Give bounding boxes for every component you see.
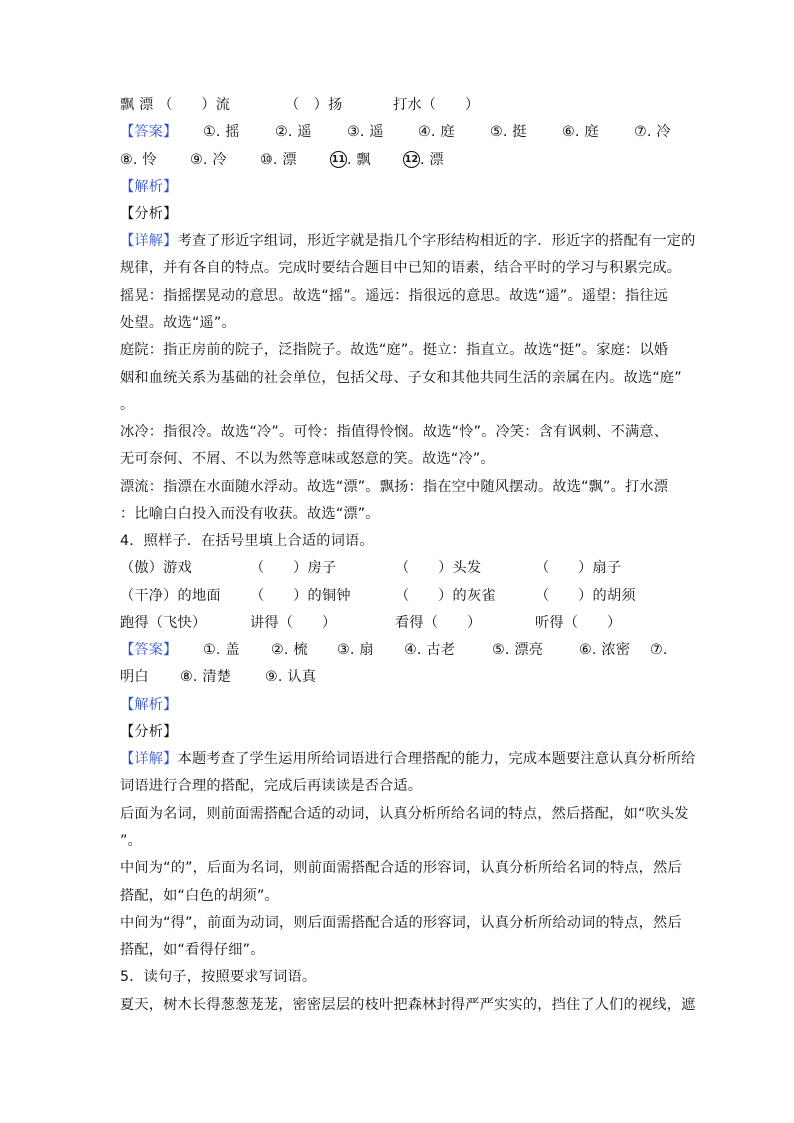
detail-line: 规律，并有各自的特点。完成时要结合题目中已知的语素，结合平时的学习与积累完成。: [120, 260, 682, 276]
circled-number: 11: [330, 151, 347, 168]
q4-answers-row-2: [120, 667, 317, 687]
detail-line: 中间为“得”，前面为动词，则后面需搭配合适的形容词，认真分析所给动词的特点，然后: [120, 915, 682, 931]
answer-item: ④. 古老: [404, 642, 456, 658]
answer-item: ④. 庭: [418, 124, 455, 140]
detail-line: 庭院：指正房前的院子，泛指院子。故选“庭”。挺立：指直立。故选“挺”。家庭：以婚: [120, 342, 669, 358]
q4-item: 跑得（飞快）: [120, 615, 207, 631]
answer-item: ⑧. 清楚: [180, 669, 232, 685]
q4-answers-row: [120, 640, 668, 660]
detail-line: 【详解】本题考查了学生运用所给词语进行合理搭配的能力，完成本题要注意认真分析所给: [120, 751, 696, 767]
answer-tag: 【答案】: [120, 124, 178, 140]
answer-item: 11 . 飘: [331, 152, 371, 168]
detail-line: ”。: [120, 833, 142, 849]
q4-item: （傲）游戏: [120, 560, 192, 576]
detail-line: 漂流：指漂在水面随水浮动。故选“漂”。飘扬：指在空中随风摆动。故选“飘”。打水漂: [120, 479, 669, 495]
answer-item: ③. 扇: [337, 642, 374, 658]
detail-line: 处望。故选“遥”。: [120, 315, 236, 331]
q4-item: （ ）的灰雀: [395, 588, 496, 604]
q4-item: （ ）房子: [250, 560, 337, 576]
answer-item: ⑨. 认真: [265, 669, 317, 685]
q4-title: 4．照样子．在括号里填上合适的词语。: [120, 533, 374, 549]
q3-fill-row: [120, 95, 480, 115]
detail-tag: 【详解】: [120, 233, 178, 249]
q3-answers-row-2: [120, 150, 444, 170]
answer-item: ⑦.: [650, 642, 668, 658]
answer-item: 12 . 漂: [404, 152, 444, 168]
detail-line: 后面为名词，则前面需搭配合适的动词，认真分析所给名词的特点，然后搭配，如“吹头发: [120, 806, 689, 822]
q3-fill-item: 飘 漂 （ ）流: [120, 97, 231, 113]
detail-line: ：比喻白白投入而没有收获。故选“漂”。: [120, 506, 380, 522]
answer-item: ⑥. 浓密: [579, 642, 631, 658]
answer-tag: 【答案】: [120, 642, 178, 658]
q4-item: （ ）的胡须: [535, 588, 636, 604]
q3-answers-row: [120, 122, 671, 142]
detail-line: 词语进行合理的搭配，完成后再读读是否合适。: [120, 778, 423, 794]
fenxi-tag: 【分析】: [120, 724, 178, 740]
detail-line: 【详解】考查了形近字组词，形近字就是指几个字形结构相近的字．形近字的搭配有一定的: [120, 233, 696, 249]
q3-fill-item: （ ）扬: [285, 97, 343, 113]
answer-item: ⑥. 庭: [562, 124, 599, 140]
q4-item: 听得（ ）: [535, 615, 622, 631]
q4-item: （ ）头发: [395, 560, 482, 576]
detail-line: 冰冷：指很冷。故选“冷”。可怜：指值得怜悯。故选“怜”。冷笑：含有讽刺、不满意、: [120, 424, 669, 440]
jiexi-tag: 【解析】: [120, 179, 178, 195]
jiexi-tag: 【解析】: [120, 697, 178, 713]
q3-fill-item: 打水（ ）: [393, 97, 480, 113]
circled-number: 12: [403, 151, 420, 168]
q4-item: （干净）的地面: [120, 588, 221, 604]
answer-item: ⑤. 挺: [490, 124, 527, 140]
detail-tag: 【详解】: [120, 751, 178, 767]
answer-item: 明白: [120, 669, 149, 685]
detail-line: 搭配，如“看得仔细”。: [120, 942, 265, 958]
answer-item: ⑨. 冷: [190, 152, 227, 168]
detail-line: 姻和血统关系为基础的社会单位，包括父母、子女和其他共同生活的亲属在内。故选“庭”: [120, 370, 682, 386]
answer-item: ②. 梳: [271, 642, 308, 658]
detail-line: 摇晃：指摇摆晃动的意思。故选“摇”。遥远：指很远的意思。故选“遥”。遥望：指往远: [120, 288, 669, 304]
answer-item: ⑩. 漂: [260, 152, 297, 168]
q4-item: 讲得（ ）: [250, 615, 337, 631]
q4-row-1: [120, 558, 622, 578]
detail-line: 中间为“的”，后面为名词，则前面需搭配合适的形容词，认真分析所给名词的特点，然后: [120, 860, 682, 876]
answer-item: ⑦. 冷: [634, 124, 671, 140]
answer-item: ⑤. 漂亮: [492, 642, 544, 658]
answer-item: ⑧. 怜: [120, 152, 157, 168]
detail-line: 。: [120, 397, 135, 413]
answer-item: ①. 盖: [203, 642, 240, 658]
detail-line: 搭配，如“白色的胡须”。: [120, 888, 279, 904]
q4-item: （ ）的铜钟: [250, 588, 351, 604]
q4-row-2: [120, 586, 636, 606]
answer-item: ③. 遥: [347, 124, 384, 140]
answer-item: ①. 摇: [203, 124, 240, 140]
q4-item: （ ）扇子: [535, 560, 622, 576]
detail-line: 无可奈何、不屑、不以为然等意味或怒意的笑。故选“冷”。: [120, 451, 495, 467]
answer-item: ②. 遥: [275, 124, 312, 140]
q4-row-3: [120, 613, 622, 633]
q5-title: 5．读句子，按照要求写词语。: [120, 969, 317, 985]
q4-item: 看得（ ）: [395, 615, 482, 631]
fenxi-tag: 【分析】: [120, 206, 178, 222]
q5-line: 夏天，树木长得葱葱茏茏，密密层层的枝叶把森林封得严严实实的，挡住了人们的视线，遮: [120, 997, 696, 1013]
